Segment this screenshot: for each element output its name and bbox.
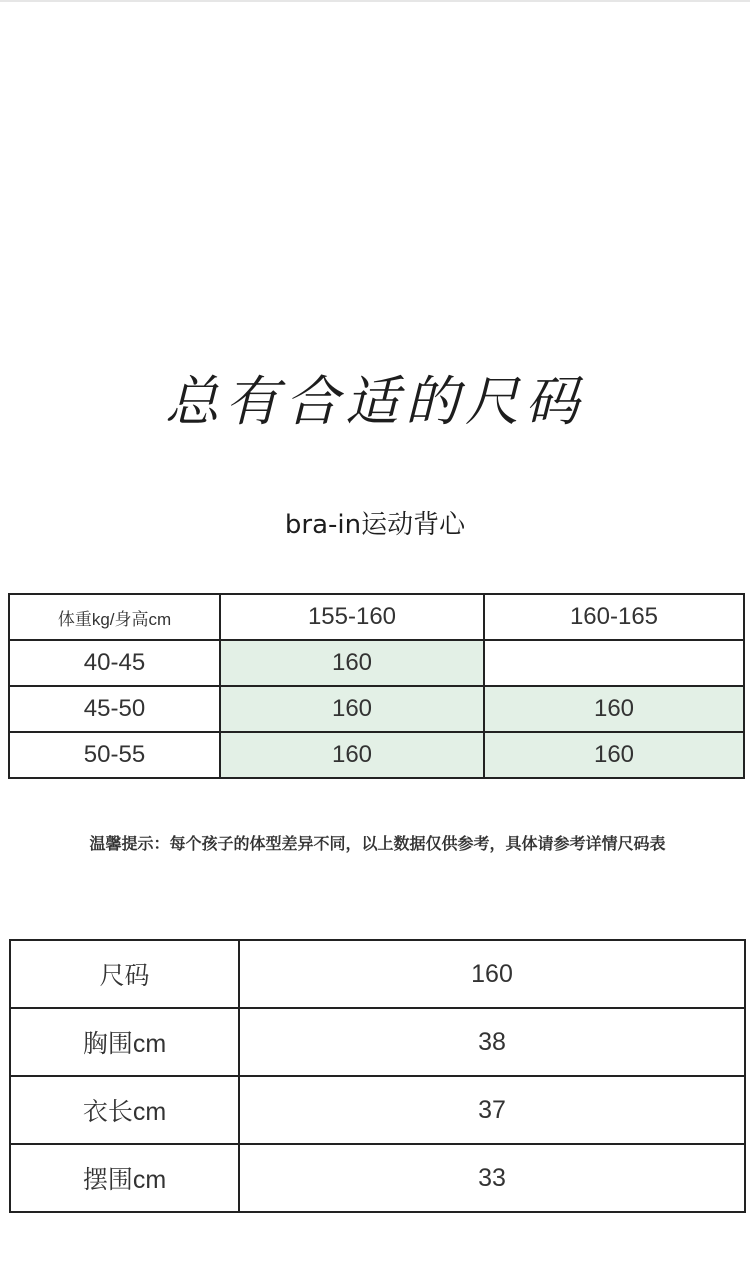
table-row — [9, 732, 744, 778]
weight-row-header: 45-50 — [9, 686, 220, 732]
spec-label-cell: 衣长cm — [10, 1076, 239, 1144]
recommended-size-cell: 160 — [220, 640, 484, 686]
table-header-row — [9, 594, 744, 640]
table-row — [10, 1076, 745, 1144]
spec-value-cell: 38 — [239, 1008, 745, 1076]
weight-row-header: 40-45 — [9, 640, 220, 686]
weight-row-header: 50-55 — [9, 732, 220, 778]
top-divider — [0, 0, 750, 2]
table-row — [10, 1008, 745, 1076]
table-row — [10, 940, 745, 1008]
recommended-size-cell: 160 — [220, 732, 484, 778]
size-recommendation-table — [8, 593, 745, 779]
spec-label-cell: 摆围cm — [10, 1144, 239, 1212]
recommended-size-cell — [484, 640, 744, 686]
spec-label-cell: 尺码 — [10, 940, 239, 1008]
recommended-size-cell: 160 — [220, 686, 484, 732]
recommended-size-cell: 160 — [484, 686, 744, 732]
corner-header-cell: 体重kg/身高cm — [9, 594, 220, 640]
spec-value-cell: 33 — [239, 1144, 745, 1212]
table-row — [10, 1144, 745, 1212]
size-spec-table — [9, 939, 746, 1213]
recommended-size-cell: 160 — [484, 732, 744, 778]
spec-label-cell: 胸围cm — [10, 1008, 239, 1076]
spec-value-cell: 160 — [239, 940, 745, 1008]
table-row — [9, 640, 744, 686]
sizing-tip: 温馨提示：每个孩子的体型差异不同，以上数据仅供参考，具体请参考详情尺码表 — [89, 834, 666, 853]
height-column-header: 155-160 — [220, 594, 484, 640]
height-column-header: 160-165 — [484, 594, 744, 640]
page-headline: 总有合适的尺码 — [165, 370, 585, 433]
spec-value-cell: 37 — [239, 1076, 745, 1144]
product-subtitle: bra-in运动背心 — [284, 510, 466, 540]
table-row — [9, 686, 744, 732]
